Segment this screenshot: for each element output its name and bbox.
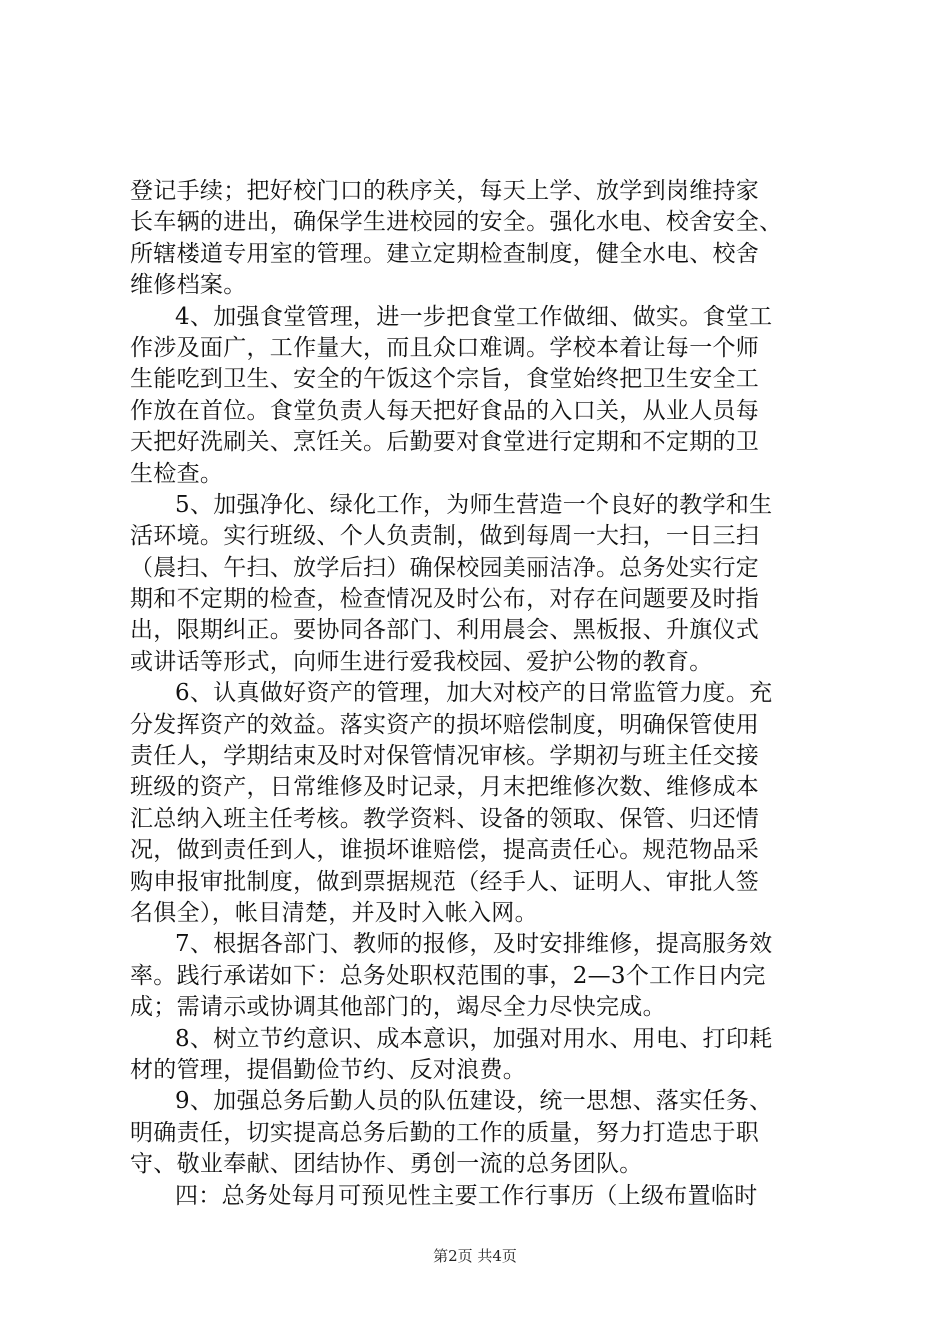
text-line: 班级的资产，日常维修及时记录，月末把维修次数、维修成本 — [130, 774, 760, 801]
text-line: 生能吃到卫生、安全的午饭这个宗旨，食堂始终把卫生安全工 — [130, 366, 760, 393]
text-line: 维修档案。 — [130, 272, 247, 299]
text-line: 生检查。 — [130, 460, 224, 487]
text-line: 或讲话等形式，向师生进行爱我校园、爱护公物的教育。 — [130, 648, 713, 675]
text-line: 5、加强净化、绿化工作，为师生营造一个良好的教学和生 — [175, 491, 773, 518]
text-line: 材的管理，提倡勤俭节约、反对浪费。 — [130, 1056, 527, 1083]
text-line: 长车辆的进出，确保学生进校园的安全。强化水电、校舍安全、 — [130, 209, 783, 236]
text-line: 守、敬业奉献、团结协作、勇创一流的总务团队。 — [130, 1151, 643, 1178]
text-line: 作涉及面广，工作量大，而且众口难调。学校本着让每一个师 — [130, 334, 760, 361]
page-footer: 第2页 共4页 — [433, 1247, 517, 1265]
text-line: 出，限期纠正。要协同各部门、利用晨会、黑板报、升旗仪式 — [130, 617, 760, 644]
text-line: 6、认真做好资产的管理，加大对校产的日常监管力度。充 — [175, 680, 773, 707]
text-line: 期和不定期的检查，检查情况及时公布，对存在问题要及时指 — [130, 586, 760, 613]
text-line: 购申报审批制度，做到票据规范（经手人、证明人、审批人签 — [130, 868, 760, 895]
text-line: 分发挥资产的效益。落实资产的损坏赔偿制度，明确保管使用 — [130, 711, 760, 738]
text-line: 责任人，学期结束及时对保管情况审核。学期初与班主任交接 — [130, 743, 760, 770]
text-line: 成；需请示或协调其他部门的，竭尽全力尽快完成。 — [130, 994, 666, 1021]
text-line: 况，做到责任到人，谁损坏谁赔偿，提高责任心。规范物品采 — [130, 837, 760, 864]
text-line: 率。践行承诺如下：总务处职权范围的事，2—3个工作日内完 — [130, 962, 766, 989]
text-line: 四：总务处每月可预见性主要工作行事历（上级布置临时 — [175, 1182, 758, 1209]
document-body — [130, 176, 835, 1212]
text-line: 8、树立节约意识、成本意识，加强对用水、用电、打印耗 — [175, 1025, 773, 1052]
text-line: 4、加强食堂管理，进一步把食堂工作做细、做实。食堂工 — [175, 303, 773, 330]
text-line: 明确责任，切实提高总务后勤的工作的质量，努力打造忠于职 — [130, 1119, 760, 1146]
text-line: 登记手续；把好校门口的秩序关，每天上学、放学到岗维持家 — [130, 178, 760, 204]
text-line: 活环境。实行班级、个人负责制，做到每周一大扫，一日三扫 — [130, 523, 760, 550]
text-line: （晨扫、午扫、放学后扫）确保校园美丽洁净。总务处实行定 — [130, 554, 760, 581]
text-line: 名俱全），帐目清楚，并及时入帐入网。 — [130, 899, 538, 926]
text-line: 9、加强总务后勤人员的队伍建设，统一思想、落实任务、 — [175, 1088, 773, 1115]
text-line: 7、根据各部门、教师的报修，及时安排维修，提高服务效 — [175, 931, 773, 958]
text-line: 天把好洗刷关、烹饪关。后勤要对食堂进行定期和不定期的卫 — [130, 429, 760, 456]
text-line: 所辖楼道专用室的管理。建立定期检查制度，健全水电、校舍 — [130, 240, 760, 267]
text-line: 汇总纳入班主任考核。教学资料、设备的领取、保管、归还情 — [130, 805, 760, 832]
text-line: 作放在首位。食堂负责人每天把好食品的入口关，从业人员每 — [130, 397, 760, 424]
